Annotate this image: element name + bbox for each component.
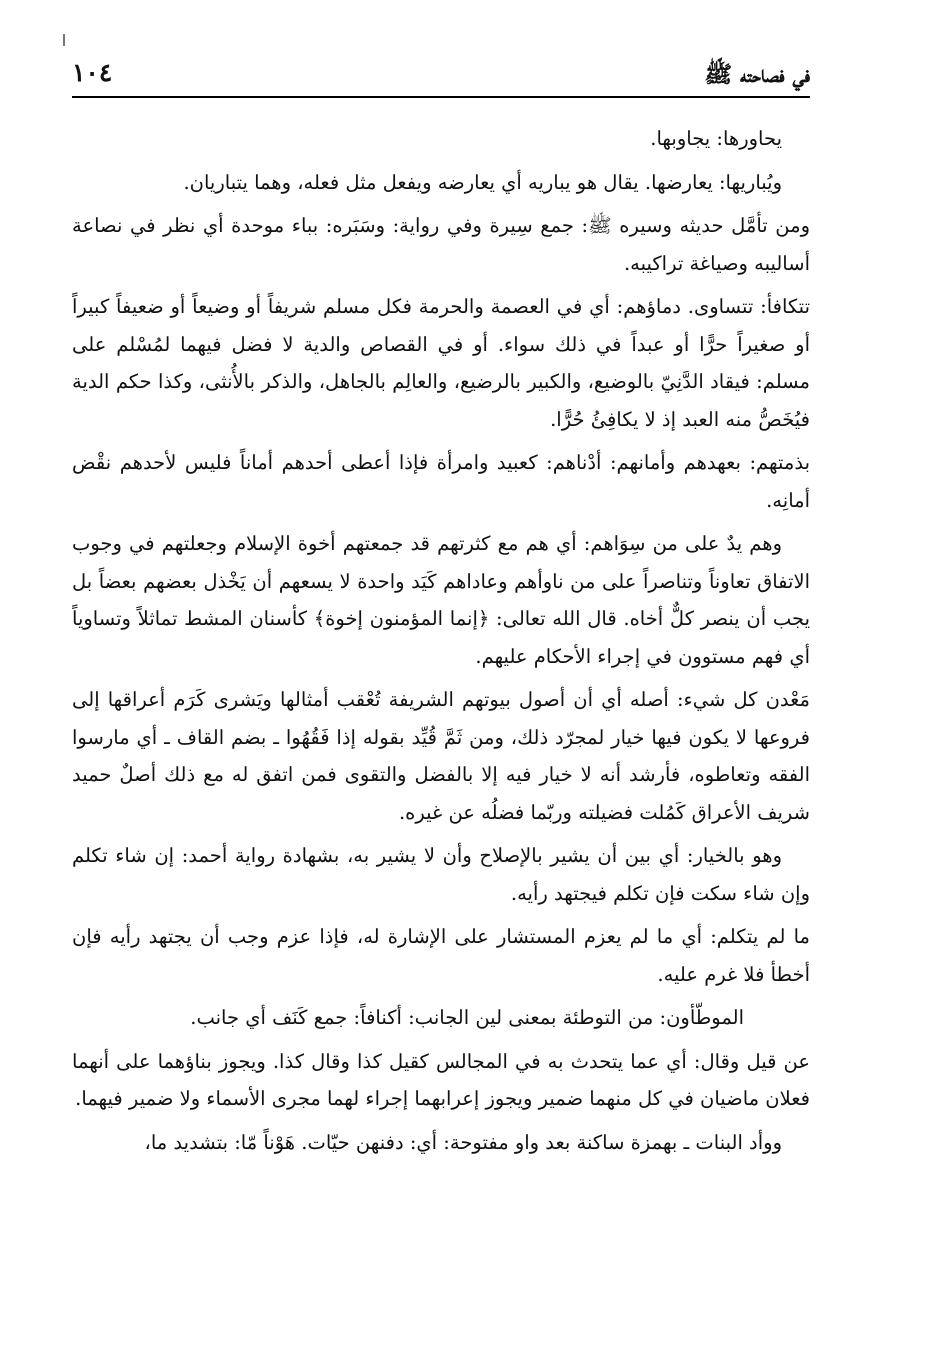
paragraph-10: الموطّأون: من التوطئة بمعنى لين الجانب: أكنافاً: جمع كَنَف أي جانب.: [190, 1006, 744, 1029]
paragraph-12: ووأد البنات ـ بهمزة ساكنة بعد واو مفتوحة: أي: دفنهن حيّات. هَوْناً مّا: بتشديد ما،: [144, 1130, 782, 1154]
paragraph-9: ما لم يتكلم: أي ما لم يعزم المستشار على الإشارة له، فإذا عزم وجب أن يجتهد رأيه فإن أخطأ فلا غرم عليه.: [72, 925, 810, 986]
running-title: في فصاحته ﷺ: [704, 61, 810, 88]
paragraph-8: وهو بالخيار: أي بين أن يشير بالإصلاح وأن لا يشير به، بشهادة رواية أحمد: إن شاء تكلم وإن شاء سكت فإن تكلم فيجتهد رأيه.: [72, 844, 810, 905]
running-header: [72, 56, 810, 96]
paragraph-4: تتكافأ: تتساوى. دماؤهم: أي في العصمة والحرمة فكل مسلم شريفاً أو وضيعاً أو ضعيفاً كبيراً أو صغيراً حرًّا أو عبداً في ذلك سواء. أو في القصاص والدية لا فضل فيهما لمُسْلم على مسلم: فيقاد الدَّنِيّ بالوضيع، والكبير بالرضيع، والعالِم بالجاهل، والذكر بالأُنثى، وكذا حكم الدية فيُخَصُّ منه العبد إذ لا يكافِئُ حُرًّا.: [72, 295, 810, 431]
paragraph-3: ومن تأمَّل حديثه وسيره ﷺ: جمع سِيرة وفي رواية: وسَبَره: بباء موحدة أي نظر في نصاعة أساليبه وصياغة تراكيبه.: [72, 214, 810, 275]
paragraph-11: عن قيل وقال: أي عما يتحدث به في المجالس كقيل كذا وقال كذا. ويجوز بناؤهما على أنهما فعلان ماضيان في كل منهما ضمير ويجوز إعرابهما إجراء لهما مجرى الأسماء ولا ضمير فيهما.: [72, 1049, 810, 1110]
paragraph-7: مَعْدن كل شيء: أصله أي أن أصول بيوتهم الشريفة تُعْقب أمثالها ويَشرى كَرَم أعراقها إلى فروعها لا يكون فيها خيار لمجرّد ذلك، ومن ثَمَّ قُيِّد بقوله إذا فَقُهُوا ـ بضم القاف ـ أي مارسوا الفقه وتعاطوه، فأرشد أنه لا خيار فيه إلا بالفضل والتقوى فمن اتفق له مع ذلك أصلٌ حميد شريف الأعراق كَمُلت فضيلته وربّما فضلُه عن غيره.: [72, 688, 810, 824]
header-rule: [72, 96, 810, 98]
page-number: ١٠٤: [72, 58, 113, 87]
body-text: [72, 120, 810, 1167]
paragraph-6: وهم يدٌ على من سِوَاهم: أي هم مع كثرتهم قد جمعتهم أخوة الإسلام وجعلتهم في وجوب الاتفاق تعاوناً وتناصراً على من ناوأهم وعاداهم كَيَد واحدة لا يسعهم أن يَخْذل بعضهم بعضاً بل يجب أن ينصر كلٌّ أخاه. قال الله تعالى: ﴿إنما المؤمنون إخوة﴾ كأسنان المشط تماثلاً وتساوياً أي فهم مستوون في إجراء الأحكام عليهم.: [72, 532, 810, 668]
paragraph-5: بذمتهم: بعهدهم وأمانهم: أدْناهم: كعبيد وامرأة فإذا أعطى أحدهم أماناً فليس لأحدهم نقْض أمانِه.: [72, 451, 810, 512]
margin-mark: [63, 34, 65, 46]
paragraph-2: ويُباريها: يعارضها. يقال هو يباريه أي يعارضه ويفعل مثل فعله، وهما يتباريان.: [183, 170, 782, 194]
paragraph-1: يحاورها: يجاوبها.: [650, 127, 782, 150]
